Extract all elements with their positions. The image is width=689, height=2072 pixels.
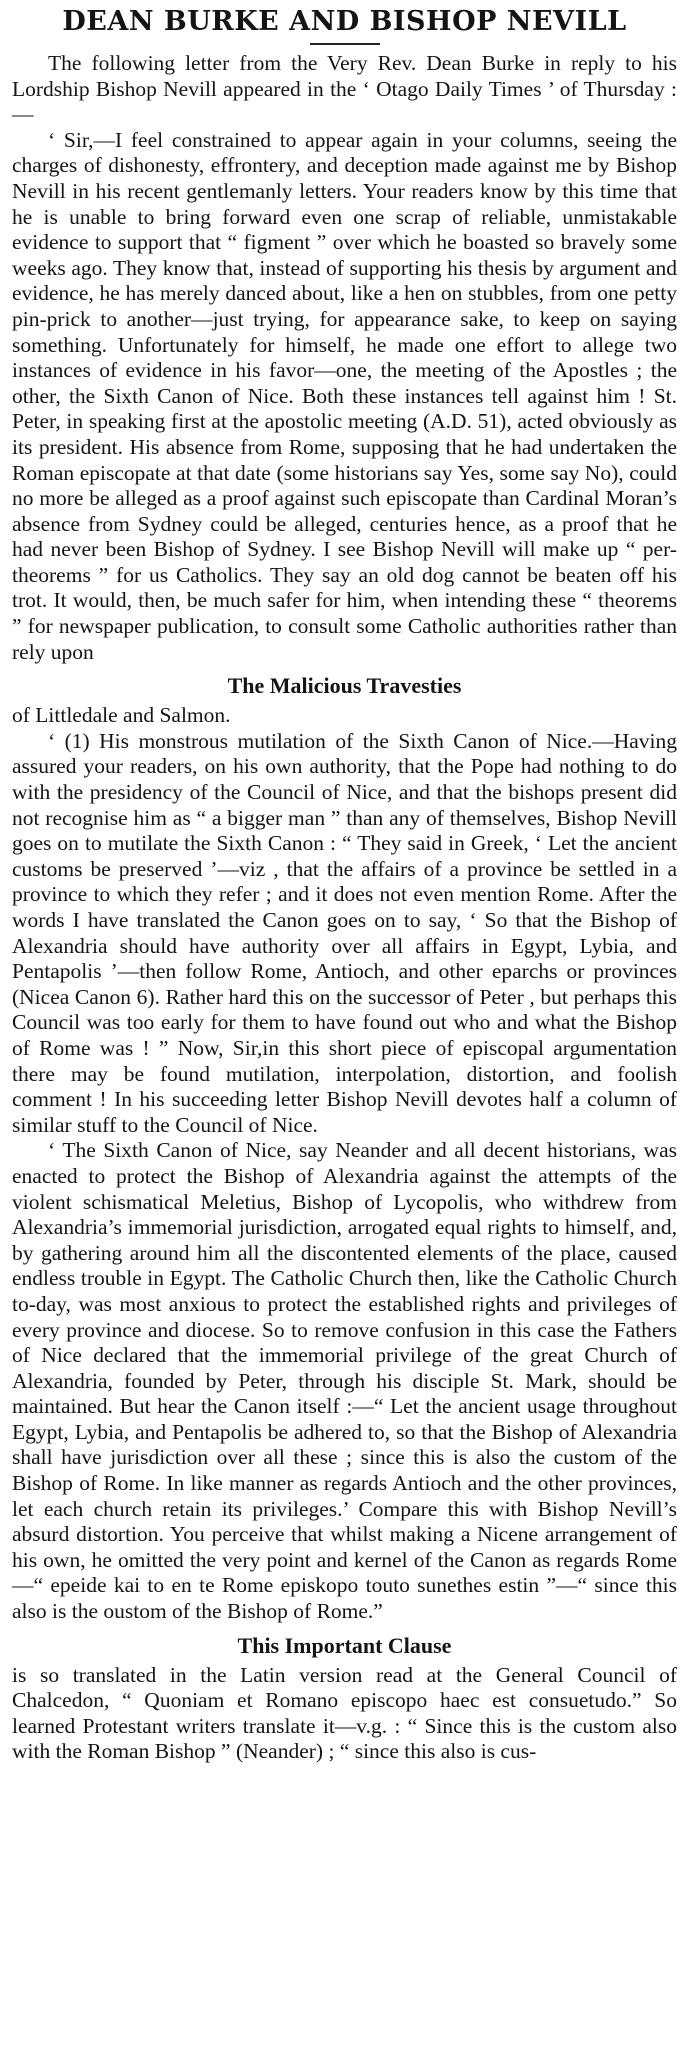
- intro-paragraph: The following letter from the Very Rev. Dean Burke in reply to his Lordship Bishop Nevill appeared in the ‘ Otago Daily Times ’ of Thursday :—: [12, 51, 677, 127]
- title-rule: [310, 43, 380, 45]
- subheading-malicious-travesties: The Malicious Travesties: [227, 673, 462, 699]
- letter-paragraph-3: ‘ (1) His monstrous mutilation of the Sixth Canon of Nice.—Having assured your readers, on his own authority, that the Pope had nothing to do with the presidency of the Council of Nice, and that the bishops present did not recognise him as “ a bigger man ” than any of themselves, Bishop Nevill goes on to mutilate the Sixth Canon : “ They said in Greek, ‘ Let the ancient customs be preserved ’—viz , that the affairs of a province be settled in a province to which they refer ; and it does not even mention Rome. After the words I have translated the Canon goes on to say, ‘ So that the Bishop of Alexandria should have authority over all affairs in Egypt, Lybia, and Pentapolis ’—then follow Rome, Antioch, and other eparchs or provinces (Nicea Canon 6). Rather hard this on the successor of Peter , but perhaps this Council was too early for them to have found out who and what the Bishop of Rome was ! ” Now, Sir,in this short piece of episcopal argumentation there may be found mutilation, interpolation, distortion, and foolish comment ! In his succeeding letter Bishop Nevill devotes half a column of similar stuff to the Council of Nice.: [12, 728, 677, 1137]
- subheading-important-clause: This Important Clause: [237, 1632, 452, 1658]
- letter-paragraph-4: ‘ The Sixth Canon of Nice, say Neander and all decent historians, was enacted to protect the Bishop of Alexandria against the attempts of the violent schismatical Meletius, Bishop of Lycopolis, who withdrew from Alexandria’s immemorial jurisdiction, arrogated equal rights to himself, and, by gathering around him all the discontented elements of the place, caused endless trouble in Egypt. The Catholic Church then, like the Catholic Church to-day, was most anxious to protect the established rights and privileges of every province and diocese. So to remove confusion in this case the Fathers of Nice declared that the immemorial privilege of the great Church of Alexandria, founded by Peter, through his disciple St. Mark, should be maintained. But hear the Canon itself :—“ Let the ancient usage throughout Egypt, Lybia, and Pentapolis be adhered to, so that the Bishop of Alexandria shall have jurisdiction over all these ; since this is also the custom of the Bishop of Rome. In like manner as regards Antioch and the other provinces, let each church retain its privileges.’ Compare this with Bishop Nevill’s absurd distortion. You perceive that whilst making a Nicene arrangement of his own, he omitted the very point and kernel of the Canon as regards Rome—“ epeide kai to en te Rome episkopo touto sunethes estin ”—“ since this also is the oustom of the Bishop of Rome.”: [12, 1138, 677, 1624]
- letter-paragraph-1: ‘ Sir,—I feel constrained to appear again in your columns, seeing the charges of dishonesty, effrontery, and deception made against me by Bishop Nevill in his recent gentlemanly letters. Your readers know by this time that he is unable to bring forward even one scrap of reliable, unmistakable evidence to support that “ figment ” over which he boasted so bravely some weeks ago. They know that, instead of supporting his thesis by argument and evidence, he has merely danced about, like a hen on stubbles, from one petty pin-prick to another—just trying, for appearance sake, to keep on saying something. Unfortunately for himself, he made one effort to allege two instances of evidence in his favor—one, the meeting of the Apostles ; the other, the Sixth Canon of Nice. Both these instances tell against him ! St. Peter, in speaking first at the apostolic meeting (A.D. 51), acted obviously as its president. His absence from Rome, supposing that he had undertaken the Roman episcopate at that date (some historians say Yes, some say No), could no more be alleged as a proof against such episcopate than Cardinal Moran’s absence from Sydney could be alleged, centuries hence, as a proof that he had never been Bishop of Sydney. I see Bishop Nevill will make up “ per-theorems ” for us Catholics. They say an old dog cannot be beaten off his trot. It would, then, be much safer for him, when intending these “ theorems ” for newspaper publication, to consult some Catholic authorities rather than rely upon: [12, 127, 677, 664]
- letter-paragraph-2: of Littledale and Salmon.: [12, 703, 231, 728]
- article-title: DEAN BURKE AND BISHOP NEVILL: [62, 6, 627, 37]
- letter-paragraph-5: is so translated in the Latin version read at the General Council of Chalcedon, “ Quoniam et Romano episcopo haec est consuetudo.” So learned Protestant writers translate it—v.g. : “ Since this is the custom also with the Roman Bishop ” (Neander) ; “ since this also is cus-: [12, 1662, 677, 1764]
